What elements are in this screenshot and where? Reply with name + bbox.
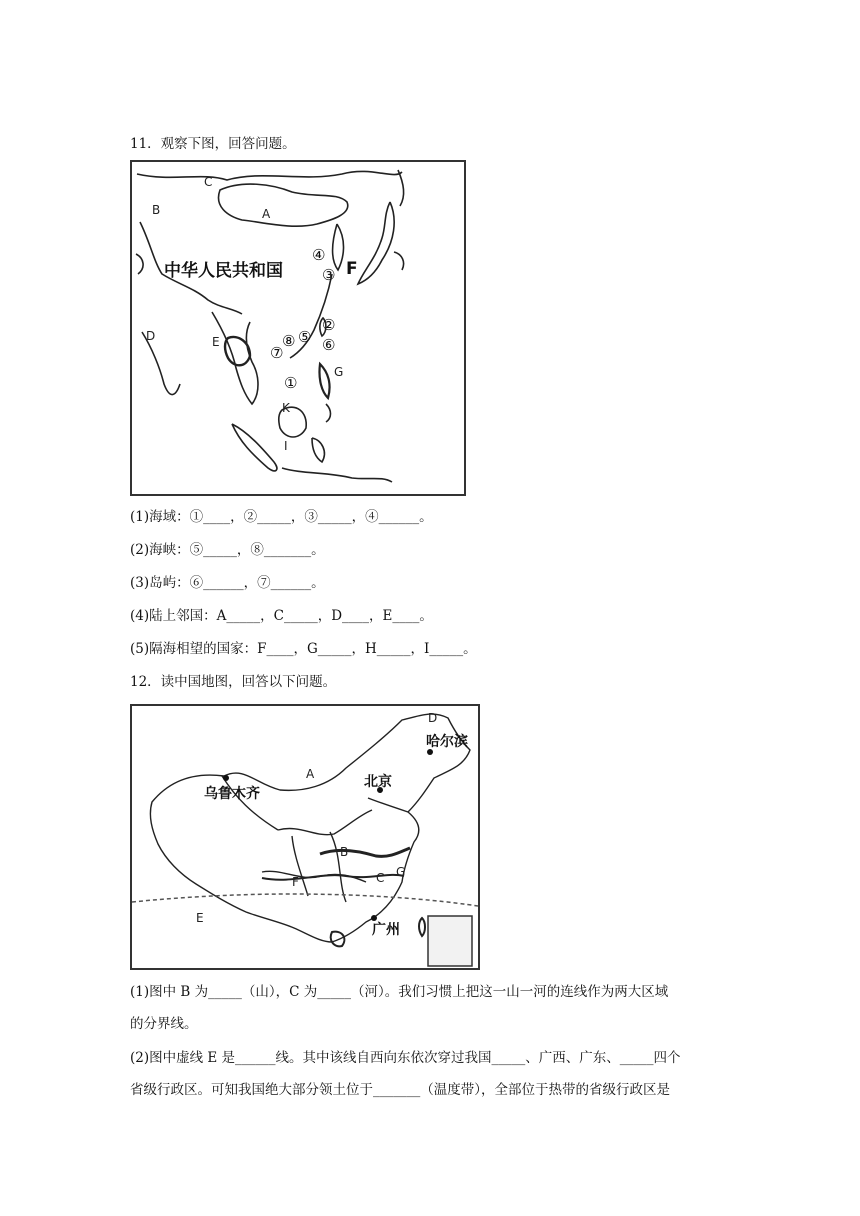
asia-label-K: K xyxy=(282,401,290,415)
asia-circled-1: ① xyxy=(284,374,298,392)
china-label-C: C xyxy=(376,871,385,885)
asia-label-B: B xyxy=(152,203,161,217)
asia-label-G: G xyxy=(334,365,344,379)
q11-item-2: (2)海峡：⑤_____，⑧_______。 xyxy=(130,542,325,558)
city-beijing: 北京 xyxy=(364,774,392,790)
asia-circled-8: ⑧ xyxy=(282,332,296,350)
asia-circled-3: ③ xyxy=(322,266,336,284)
china-label-B: B xyxy=(340,845,349,859)
asia-circled-6: ⑥ xyxy=(322,336,336,354)
china-label-D: D xyxy=(428,711,438,725)
asia-country-label: 中华人民共和国 xyxy=(164,261,283,281)
asia-label-A: A xyxy=(262,207,271,221)
asia-circled-2: ② xyxy=(322,316,336,334)
china-label-F: F xyxy=(292,875,299,889)
asia-map xyxy=(130,160,466,496)
q11-item-4: (4)陆上邻国：A_____，C_____，D____，E____。 xyxy=(130,608,433,624)
china-label-E: E xyxy=(196,911,204,925)
q12-item-2: (2)图中虚线 E 是______线。其中该线自西向东依次穿过我国_____、广西、广东、_____四个 xyxy=(130,1050,681,1066)
china-label-A: A xyxy=(306,767,315,781)
china-map xyxy=(130,704,480,970)
city-urumqi: 乌鲁木齐 xyxy=(204,786,260,802)
asia-label-I: I xyxy=(284,439,288,453)
question-12-title: 12．读中国地图，回答以下问题。 xyxy=(130,674,337,690)
q12-item-1: (1)图中 B 为_____（山），C 为_____（河）。我们习惯上把这一山一河的连线作为两大区域 xyxy=(130,984,669,1000)
question-11-title: 11．观察下图，回答问题。 xyxy=(130,136,296,152)
asia-circled-7: ⑦ xyxy=(270,344,284,362)
city-harbin: 哈尔滨 xyxy=(426,734,468,750)
asia-label-C: C xyxy=(204,175,213,189)
asia-circled-5: ⑤ xyxy=(298,328,312,346)
q12-item-1-cont: 的分界线。 xyxy=(130,1016,198,1032)
q11-item-1: (1)海域：①____，②_____，③_____，④______。 xyxy=(130,509,433,525)
asia-label-D: D xyxy=(146,329,156,343)
china-label-G: G xyxy=(396,865,406,879)
asia-map-drawing xyxy=(132,162,464,494)
q11-item-5: (5)隔海相望的国家：F____，G_____，H_____，I_____。 xyxy=(130,641,477,657)
q11-item-3: (3)岛屿：⑥______，⑦______。 xyxy=(130,575,325,591)
china-map-drawing xyxy=(132,706,478,968)
asia-circled-4: ④ xyxy=(312,246,326,264)
asia-label-E: E xyxy=(212,335,220,349)
city-guangzhou: 广州 xyxy=(372,922,400,938)
asia-label-F: F xyxy=(346,259,358,279)
q12-item-2-cont: 省级行政区。可知我国绝大部分领土位于_______（温度带），全部位于热带的省级行政区是 xyxy=(130,1082,670,1098)
